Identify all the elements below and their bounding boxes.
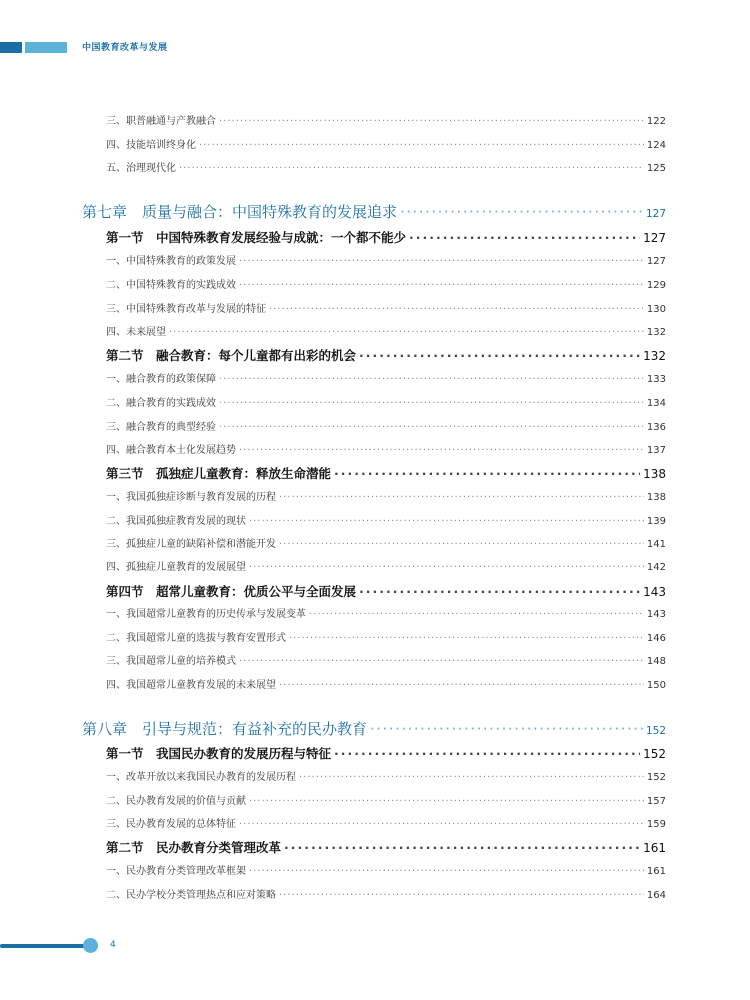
toc-leader-dots — [219, 398, 644, 409]
toc-entry-title: 第一节 我国民办教育的发展历程与特征 — [106, 746, 332, 761]
toc-entry-title: 二、中国特殊教育的实践成效 — [106, 280, 236, 291]
toc-entry-page: 152 — [645, 725, 666, 737]
toc-entry-title: 一、民办教育分类管理改革框架 — [106, 866, 246, 877]
toc-entry-page: 124 — [646, 140, 666, 151]
toc-leader-dots — [239, 656, 644, 667]
toc-entry-title: 三、职普融通与产教融合 — [106, 116, 216, 127]
toc-leader-dots — [334, 746, 640, 761]
toc-entry-page: 142 — [646, 562, 666, 573]
toc-entry-page: 159 — [646, 819, 666, 830]
toc-leader-dots — [284, 840, 640, 855]
toc-entry-title: 第八章 引导与规范：有益补充的民办教育 — [82, 720, 368, 738]
toc-entry-page: 148 — [646, 656, 666, 667]
toc-entry-chapter — [82, 201, 666, 222]
toc-entry-page: 132 — [646, 327, 666, 338]
toc-leader-dots — [269, 304, 644, 315]
toc-entry-title: 一、中国特殊教育的政策发展 — [106, 256, 236, 267]
toc-entry-sub — [82, 886, 666, 901]
toc-leader-dots — [409, 230, 640, 245]
toc-entry-page: 136 — [646, 422, 666, 433]
toc-entry-page: 129 — [646, 280, 666, 291]
toc-entry-title: 一、我国超常儿童教育的历史传承与发展变革 — [106, 609, 306, 620]
toc-entry-page: 133 — [646, 374, 666, 385]
toc-entry-page: 152 — [646, 772, 666, 783]
toc-leader-dots — [249, 866, 644, 877]
toc-entry-title: 第二节 民办教育分类管理改革 — [106, 840, 282, 855]
toc-entry-page: 122 — [646, 116, 666, 127]
toc-entry-page: 161 — [643, 841, 666, 855]
toc-entry-title: 二、我国孤独症教育发展的现状 — [106, 516, 246, 527]
toc-leader-dots — [334, 466, 640, 481]
toc-leader-dots — [219, 374, 644, 385]
toc-entry-title: 四、孤独症儿童教育的发展展望 — [106, 562, 246, 573]
toc-entry-title: 四、技能培训终身化 — [106, 140, 196, 151]
toc-entry-page: 143 — [643, 585, 666, 599]
toc-entry-page: 127 — [646, 256, 666, 267]
toc-leader-dots — [370, 720, 643, 738]
running-header-title: 中国教育改革与发展 — [82, 43, 168, 53]
toc-entry-title: 五、治理现代化 — [106, 163, 176, 174]
toc-entry-title: 四、我国超常儿童教育发展的未来展望 — [106, 680, 276, 691]
toc-leader-dots — [239, 445, 644, 456]
toc-entry-sub — [82, 862, 666, 877]
toc-entry-title: 一、改革开放以来我国民办教育的发展历程 — [106, 772, 296, 783]
toc-entry-sub — [82, 300, 666, 315]
toc-entry-section — [82, 464, 666, 482]
toc-entry-sub — [82, 676, 666, 691]
toc-leader-dots — [279, 680, 644, 691]
toc-entry-page: 134 — [646, 398, 666, 409]
toc-leader-dots — [359, 584, 640, 599]
toc-leader-dots — [239, 819, 644, 830]
toc-leader-dots — [219, 116, 644, 127]
toc-entry-sub — [82, 652, 666, 667]
toc-entry-page: 139 — [646, 516, 666, 527]
toc-entry-page: 127 — [643, 231, 666, 245]
toc-entry-sub — [82, 512, 666, 527]
toc-entry-sub — [82, 441, 666, 456]
toc-entry-title: 三、融合教育的典型经验 — [106, 422, 216, 433]
toc-entry-title: 三、中国特殊教育改革与发展的特征 — [106, 304, 266, 315]
toc-entry-sub — [82, 112, 666, 127]
toc-leader-dots — [400, 203, 643, 221]
toc-entry-title: 三、民办教育发展的总体特征 — [106, 819, 236, 830]
toc-entry-section — [82, 228, 666, 246]
toc-leader-dots — [179, 163, 644, 174]
toc-entry-sub — [82, 792, 666, 807]
toc-leader-dots — [249, 562, 644, 573]
toc-entry-page: 141 — [646, 539, 666, 550]
toc-entry-sub — [82, 159, 666, 174]
toc-entry-sub — [82, 418, 666, 433]
toc-leader-dots — [239, 280, 644, 291]
toc-entry-title: 二、民办学校分类管理热点和应对策略 — [106, 890, 276, 901]
toc-entry-section — [82, 346, 666, 364]
toc-entry-sub — [82, 558, 666, 573]
toc-entry-title: 二、我国超常儿童的选拔与教育安置形式 — [106, 633, 286, 644]
toc-entry-page: 127 — [645, 208, 666, 220]
toc-entry-page: 138 — [646, 492, 666, 503]
toc-entry-sub — [82, 394, 666, 409]
toc-entry-page: 132 — [643, 349, 666, 363]
toc-entry-page: 130 — [646, 304, 666, 315]
toc-leader-dots — [249, 796, 644, 807]
toc-leader-dots — [279, 890, 644, 901]
toc-entry-sub — [82, 815, 666, 830]
toc-leader-dots — [199, 140, 644, 151]
toc-entry-sub — [82, 629, 666, 644]
toc-entry-page: 161 — [646, 866, 666, 877]
toc-entry-page: 146 — [646, 633, 666, 644]
toc-entry-page: 157 — [646, 796, 666, 807]
toc-entry-title: 二、融合教育的实践成效 — [106, 398, 216, 409]
toc-entry-title: 四、融合教育本土化发展趋势 — [106, 445, 236, 456]
toc-entry-title: 第二节 融合教育：每个儿童都有出彩的机会 — [106, 348, 357, 363]
toc-leader-dots — [239, 256, 644, 267]
toc-leader-dots — [289, 633, 644, 644]
toc-entry-title: 第三节 孤独症儿童教育：释放生命潜能 — [106, 466, 332, 481]
toc-entry-title: 四、未来展望 — [106, 327, 166, 338]
toc-entry-page: 125 — [646, 163, 666, 174]
toc-entry-page: 164 — [646, 890, 666, 901]
toc-entry-section — [82, 582, 666, 600]
toc-leader-dots — [299, 772, 644, 783]
toc-entry-chapter — [82, 718, 666, 739]
toc-entry-title: 二、民办教育发展的价值与贡献 — [106, 796, 246, 807]
footer-accent-dot — [83, 938, 98, 953]
toc-entry-page: 137 — [646, 445, 666, 456]
toc-leader-dots — [219, 422, 644, 433]
toc-entry-title: 三、我国超常儿童的培养模式 — [106, 656, 236, 667]
toc-entry-page: 152 — [643, 747, 666, 761]
toc-entry-sub — [82, 768, 666, 783]
header-accent-bar-dark — [0, 42, 22, 53]
toc-leader-dots — [279, 492, 644, 503]
toc-entry-page: 150 — [646, 680, 666, 691]
toc-entry-sub — [82, 252, 666, 267]
toc-entry-sub — [82, 323, 666, 338]
toc-entry-sub — [82, 370, 666, 385]
toc-entry-page: 138 — [643, 467, 666, 481]
toc-entry-sub — [82, 136, 666, 151]
toc-leader-dots — [169, 327, 644, 338]
toc-entry-sub — [82, 535, 666, 550]
toc-entry-title: 一、我国孤独症诊断与教育发展的历程 — [106, 492, 276, 503]
toc-leader-dots — [309, 609, 644, 620]
toc-entry-title: 第一节 中国特殊教育发展经验与成就：一个都不能少 — [106, 230, 407, 245]
toc-entry-title: 第七章 质量与融合：中国特殊教育的发展追求 — [82, 203, 398, 221]
page-number: 4 — [110, 940, 116, 950]
toc-entry-page: 143 — [646, 609, 666, 620]
toc-entry-title: 第四节 超常儿童教育：优质公平与全面发展 — [106, 584, 357, 599]
header-accent-bar-light — [25, 42, 67, 53]
toc-entry-title: 三、孤独症儿童的缺陷补偿和潜能开发 — [106, 539, 276, 550]
toc-entry-section — [82, 838, 666, 856]
toc-leader-dots — [279, 539, 644, 550]
toc-leader-dots — [359, 348, 640, 363]
toc-entry-sub — [82, 276, 666, 291]
toc-entry-sub — [82, 605, 666, 620]
toc-entry-title: 一、融合教育的政策保障 — [106, 374, 216, 385]
footer-accent-line — [0, 944, 88, 948]
toc-entry-sub — [82, 488, 666, 503]
toc-leader-dots — [249, 516, 644, 527]
toc-entry-section — [82, 744, 666, 762]
